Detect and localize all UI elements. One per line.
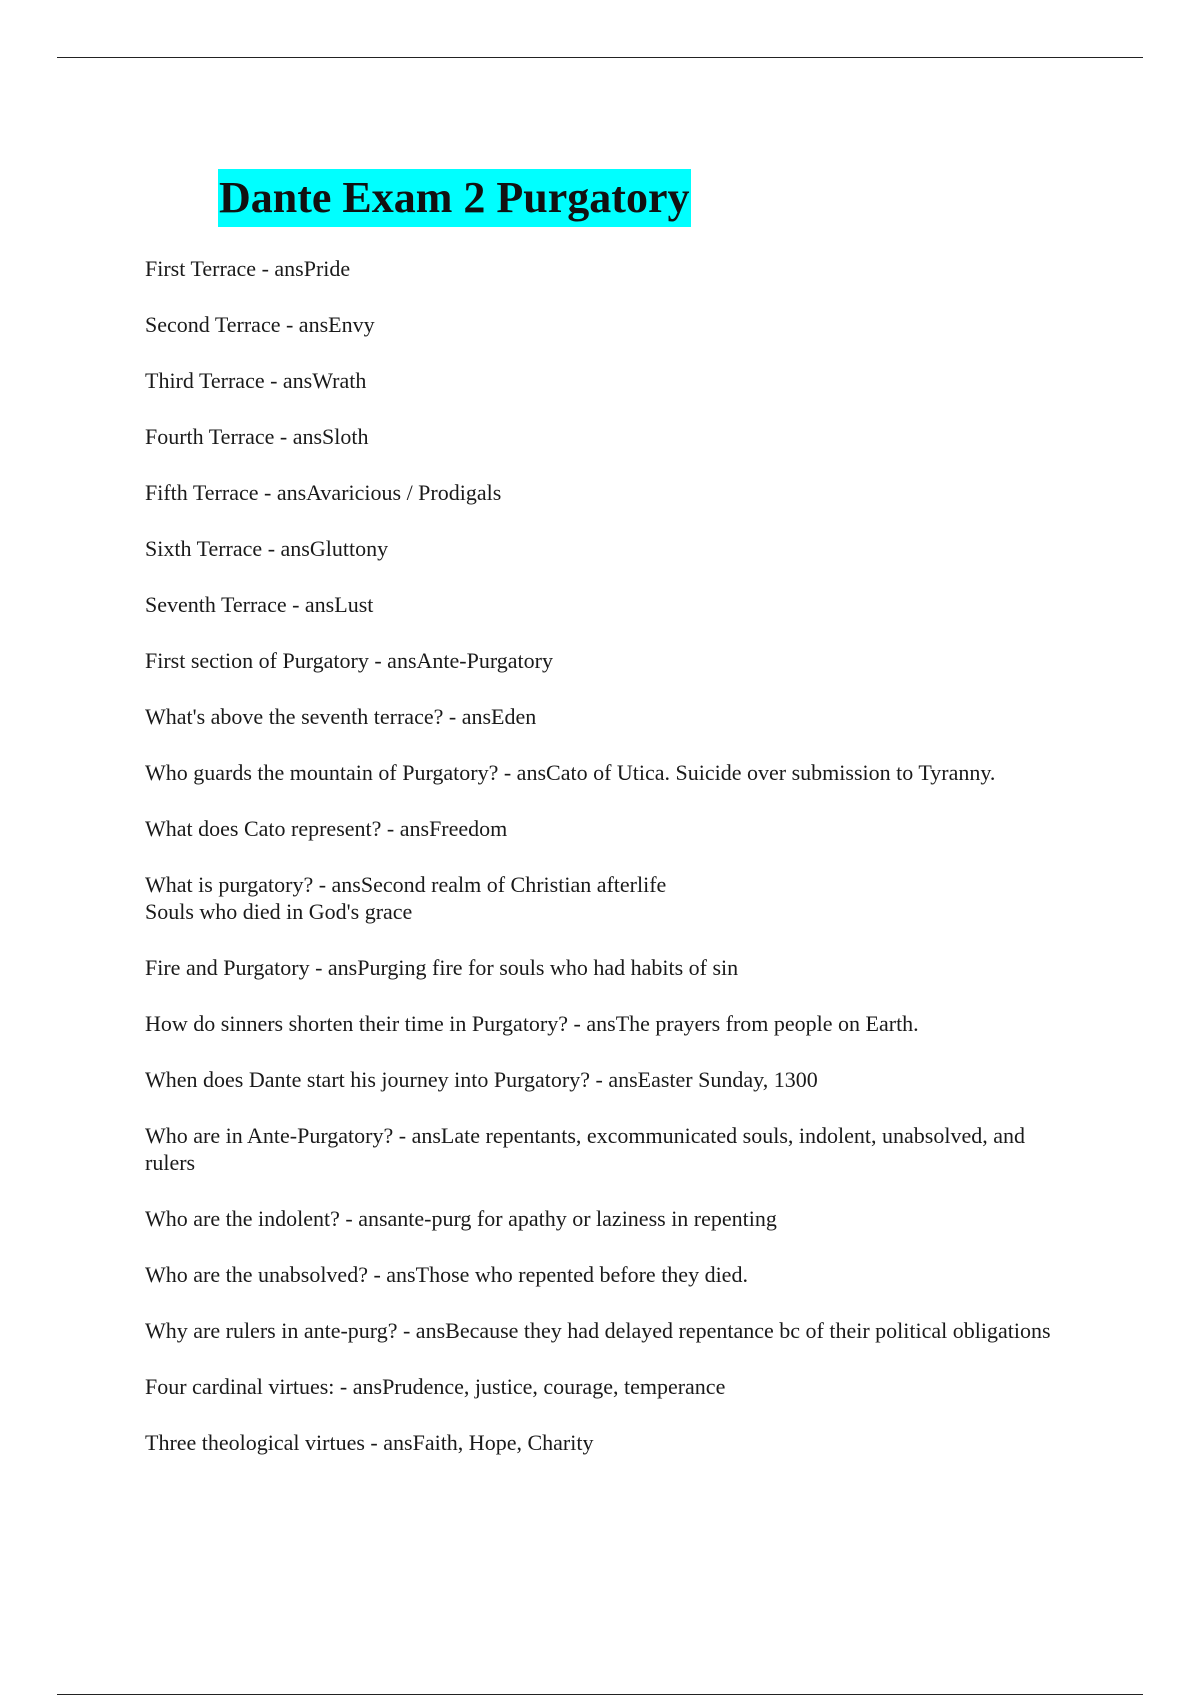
document-title: Dante Exam 2 Purgatory [218, 169, 691, 227]
answer-separator: - ans [397, 1318, 446, 1343]
qa-item [145, 1317, 1055, 1344]
answer-separator: - ans [334, 1374, 383, 1399]
qa-item [145, 535, 1055, 562]
answer-separator: - ans [590, 1067, 638, 1092]
question-text: What's above the seventh terrace? [145, 704, 444, 729]
question-text: Who are the indolent? [145, 1206, 340, 1231]
qa-item [145, 1205, 1055, 1232]
answer-separator: - ans [256, 256, 304, 281]
question-text: Sixth Terrace [145, 536, 263, 561]
question-text: Fourth Terrace [145, 424, 275, 449]
qa-item [145, 1261, 1055, 1288]
answer-separator: - ans [381, 816, 430, 841]
answer-text: Cato of Utica. Suicide over submission to Tyranny. [546, 760, 996, 785]
qa-item [145, 1010, 1055, 1037]
qa-item [145, 591, 1055, 618]
qa-item [145, 1066, 1055, 1093]
answer-separator: - ans [393, 1123, 441, 1148]
answer-text: Gluttony [309, 536, 389, 561]
answer-separator: - ans [339, 1206, 388, 1231]
question-text: What does Cato represent? [145, 816, 382, 841]
answer-text: Sloth [322, 424, 369, 449]
answer-separator: - ans [368, 648, 417, 673]
answer-separator: - ans [274, 424, 323, 449]
qa-item [145, 954, 1055, 981]
question-text: Who are the unabsolved? [145, 1262, 368, 1287]
answer-separator: - ans [309, 955, 358, 980]
answer-text: Ante-Purgatory [416, 648, 553, 673]
answer-text: Purging fire for souls who had habits of sin [357, 955, 739, 980]
answer-separator: - ans [264, 368, 313, 393]
answer-separator: - ans [498, 760, 547, 785]
answer-separator: - ans [262, 536, 310, 561]
answer-text: Those who repented before they died. [415, 1262, 748, 1287]
answer-text: Pride [303, 256, 351, 281]
qa-item [145, 311, 1055, 338]
question-text: How do sinners shorten their time in Purgatory? [145, 1011, 569, 1036]
qa-list [145, 255, 1055, 1485]
qa-item [145, 1373, 1055, 1400]
answer-text: Second realm of Christian afterlife Souls who died in God's grace [145, 872, 667, 924]
qa-item [145, 1122, 1055, 1176]
answer-text: Eden [491, 704, 537, 729]
answer-separator: - ans [443, 704, 492, 729]
question-text: Who are in Ante-Purgatory? [145, 1123, 394, 1148]
question-text: Who guards the mountain of Purgatory? [145, 760, 499, 785]
question-text: Fire and Purgatory [145, 955, 310, 980]
answer-separator: - ans [280, 312, 329, 337]
qa-item [145, 255, 1055, 282]
question-text: Second Terrace [145, 312, 281, 337]
qa-item [145, 423, 1055, 450]
answer-separator: - ans [258, 480, 307, 505]
top-rule [57, 57, 1143, 58]
answer-text: Avaricious / Prodigals [306, 480, 502, 505]
question-text: Four cardinal virtues: [145, 1374, 335, 1399]
answer-text: Prudence, justice, courage, temperance [382, 1374, 726, 1399]
answer-separator: - ans [313, 872, 361, 897]
answer-text: Late repentants, excommunicated souls, indolent, unabsolved, and rulers [145, 1123, 1025, 1175]
answer-text: Freedom [429, 816, 508, 841]
answer-separator: - ans [286, 592, 335, 617]
question-text: Seventh Terrace [145, 592, 287, 617]
answer-text: Envy [328, 312, 375, 337]
answer-separator: - ans [568, 1011, 616, 1036]
answer-text: Wrath [312, 368, 367, 393]
answer-text: ante-purg for apathy or laziness in repenting [387, 1206, 777, 1231]
question-text: First section of Purgatory [145, 648, 369, 673]
answer-text: Easter Sunday, 1300 [637, 1067, 818, 1092]
answer-separator: - ans [367, 1262, 416, 1287]
question-text: When does Dante start his journey into Purgatory? [145, 1067, 590, 1092]
question-text: What is purgatory? [145, 872, 314, 897]
question-text: First Terrace [145, 256, 257, 281]
answer-text: Because they had delayed repentance bc of their political obligations [445, 1318, 1051, 1343]
answer-separator: - ans [364, 1430, 413, 1455]
qa-item [145, 479, 1055, 506]
question-text: Three theological virtues [145, 1430, 365, 1455]
qa-item [145, 1429, 1055, 1456]
qa-item [145, 367, 1055, 394]
question-text: Third Terrace [145, 368, 265, 393]
question-text: Fifth Terrace [145, 480, 259, 505]
answer-text: The prayers from people on Earth. [615, 1011, 919, 1036]
qa-item [145, 871, 1055, 925]
qa-item [145, 703, 1055, 730]
qa-item [145, 647, 1055, 674]
question-text: Why are rulers in ante-purg? [145, 1318, 398, 1343]
answer-text: Faith, Hope, Charity [412, 1430, 594, 1455]
answer-text: Lust [334, 592, 374, 617]
qa-item [145, 815, 1055, 842]
qa-item [145, 759, 1055, 786]
bottom-rule [57, 1694, 1143, 1695]
